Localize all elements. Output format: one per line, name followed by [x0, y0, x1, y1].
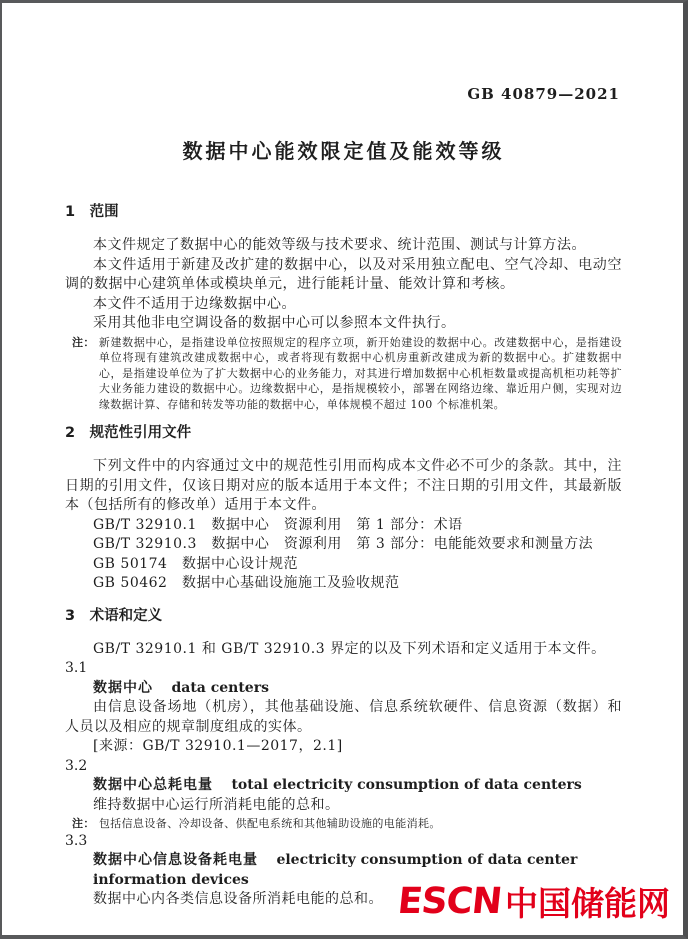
logo-text-en: ESCN: [395, 881, 504, 922]
term-name-en: data centers: [171, 679, 269, 696]
term-name-cn: 数据中心: [93, 679, 153, 696]
term-name-cn: 数据中心总耗电量: [93, 777, 213, 793]
term-note: [65, 816, 622, 832]
normative-references-paragraph: 下列文件中的内容通过文中的规范性引用而构成本文件必不可少的条款。其中，注日期的引用文件，仅该日期对应的版本适用于本文件；不注日期的引用文件，其最新版本（包括所有的修改单）适用于本文件。: [65, 458, 622, 513]
section-2-heading: 2 规范性引用文件: [65, 425, 192, 441]
term-definition: 数据中心内各类信息设备所消耗电能的总和。: [93, 891, 383, 907]
section-1-heading: 1 范围: [65, 204, 119, 220]
term-definition: 由信息设备场地（机房），其他基础设施、信息系统软硬件、信息资源（数据）和人员以及相应的规章制度组成的实体。: [65, 699, 622, 735]
scope-note: [65, 335, 622, 413]
term-number: 3.1: [65, 660, 88, 676]
term-name-cn: 数据中心信息设备耗电量: [93, 852, 258, 868]
note-text: 新建数据中心，是指建设单位按照规定的程序立项，新开始建设的数据中心。改建数据中心，是指建设单位将现有建筑改建成数据中心，或者将现有数据中心机房重新改建成为新的数据中心。扩建数据中心，是指建设单位为了扩大数据中心的业务能力，对其进行增加数据中心机柜数量或提高机柜功耗等扩大业务能力建设的数据中心。边缘数据中心，是指规模较小，部署在网络边缘、靠近用户侧，实现对边缘数据计算、存储和转发等功能的数据中心，单体规模不超过 100 个标准机架。: [98, 335, 622, 411]
page-content: [2, 85, 683, 910]
reference-item: GB/T 32910.1 数据中心 资源利用 第 1 部分：术语: [93, 516, 463, 533]
scope-paragraph-3: 本文件不适用于边缘数据中心。: [93, 295, 296, 312]
section-3-heading: 3 术语和定义: [65, 607, 163, 624]
reference-item: GB/T 32910.3 数据中心 资源利用 第 3 部分：电能能效要求和测量方法: [93, 536, 594, 552]
note-label: 注：: [72, 817, 95, 830]
logo-text-cn: 中国储能网: [505, 884, 670, 923]
term-number: 3.2: [65, 757, 88, 774]
term-definition: 维持数据中心运行所消耗电能的总和。: [93, 796, 340, 813]
scope-paragraph-1: 本文件规定了数据中心的能效等级与技术要求、统计范围、测试与计算方法。: [93, 237, 586, 253]
term-name-en: electricity consumption of data center information devices: [93, 852, 578, 888]
term-number: 3.3: [65, 832, 88, 849]
reference-item: GB 50462 数据中心基础设施施工及验收规范: [93, 575, 400, 591]
escn-watermark-logo: [395, 878, 670, 925]
terms-intro-paragraph: GB/T 32910.1 和 GB/T 32910.3 界定的以及下列术语和定义适用于本文件。: [93, 640, 606, 657]
document-title: 数据中心能效限定值及能效等级: [182, 139, 505, 163]
term-entry: [65, 679, 622, 699]
term-source: [来源：GB/T 32910.1—2017，2.1]: [93, 738, 343, 754]
note-label: 注：: [72, 335, 95, 349]
standard-number: GB 40879—2021: [467, 85, 620, 103]
scope-paragraph-2: 本文件适用于新建及改扩建的数据中心，以及对采用独立配电、空气冷却、电动空调的数据中心建筑单体或模块单元，进行能耗计量、能效计算和考核。: [65, 256, 622, 292]
term-name-en: total electricity consumption of data centers: [231, 777, 582, 793]
reference-list: [65, 516, 622, 594]
note-text: 包括信息设备、冷却设备、供配电系统和其他辅助设施的电能消耗。: [98, 817, 441, 830]
reference-item: GB 50174 数据中心设计规范: [93, 555, 298, 572]
term-entry: [65, 776, 622, 796]
scope-paragraph-4: 采用其他非电空调设备的数据中心可以参照本文件执行。: [93, 315, 456, 331]
